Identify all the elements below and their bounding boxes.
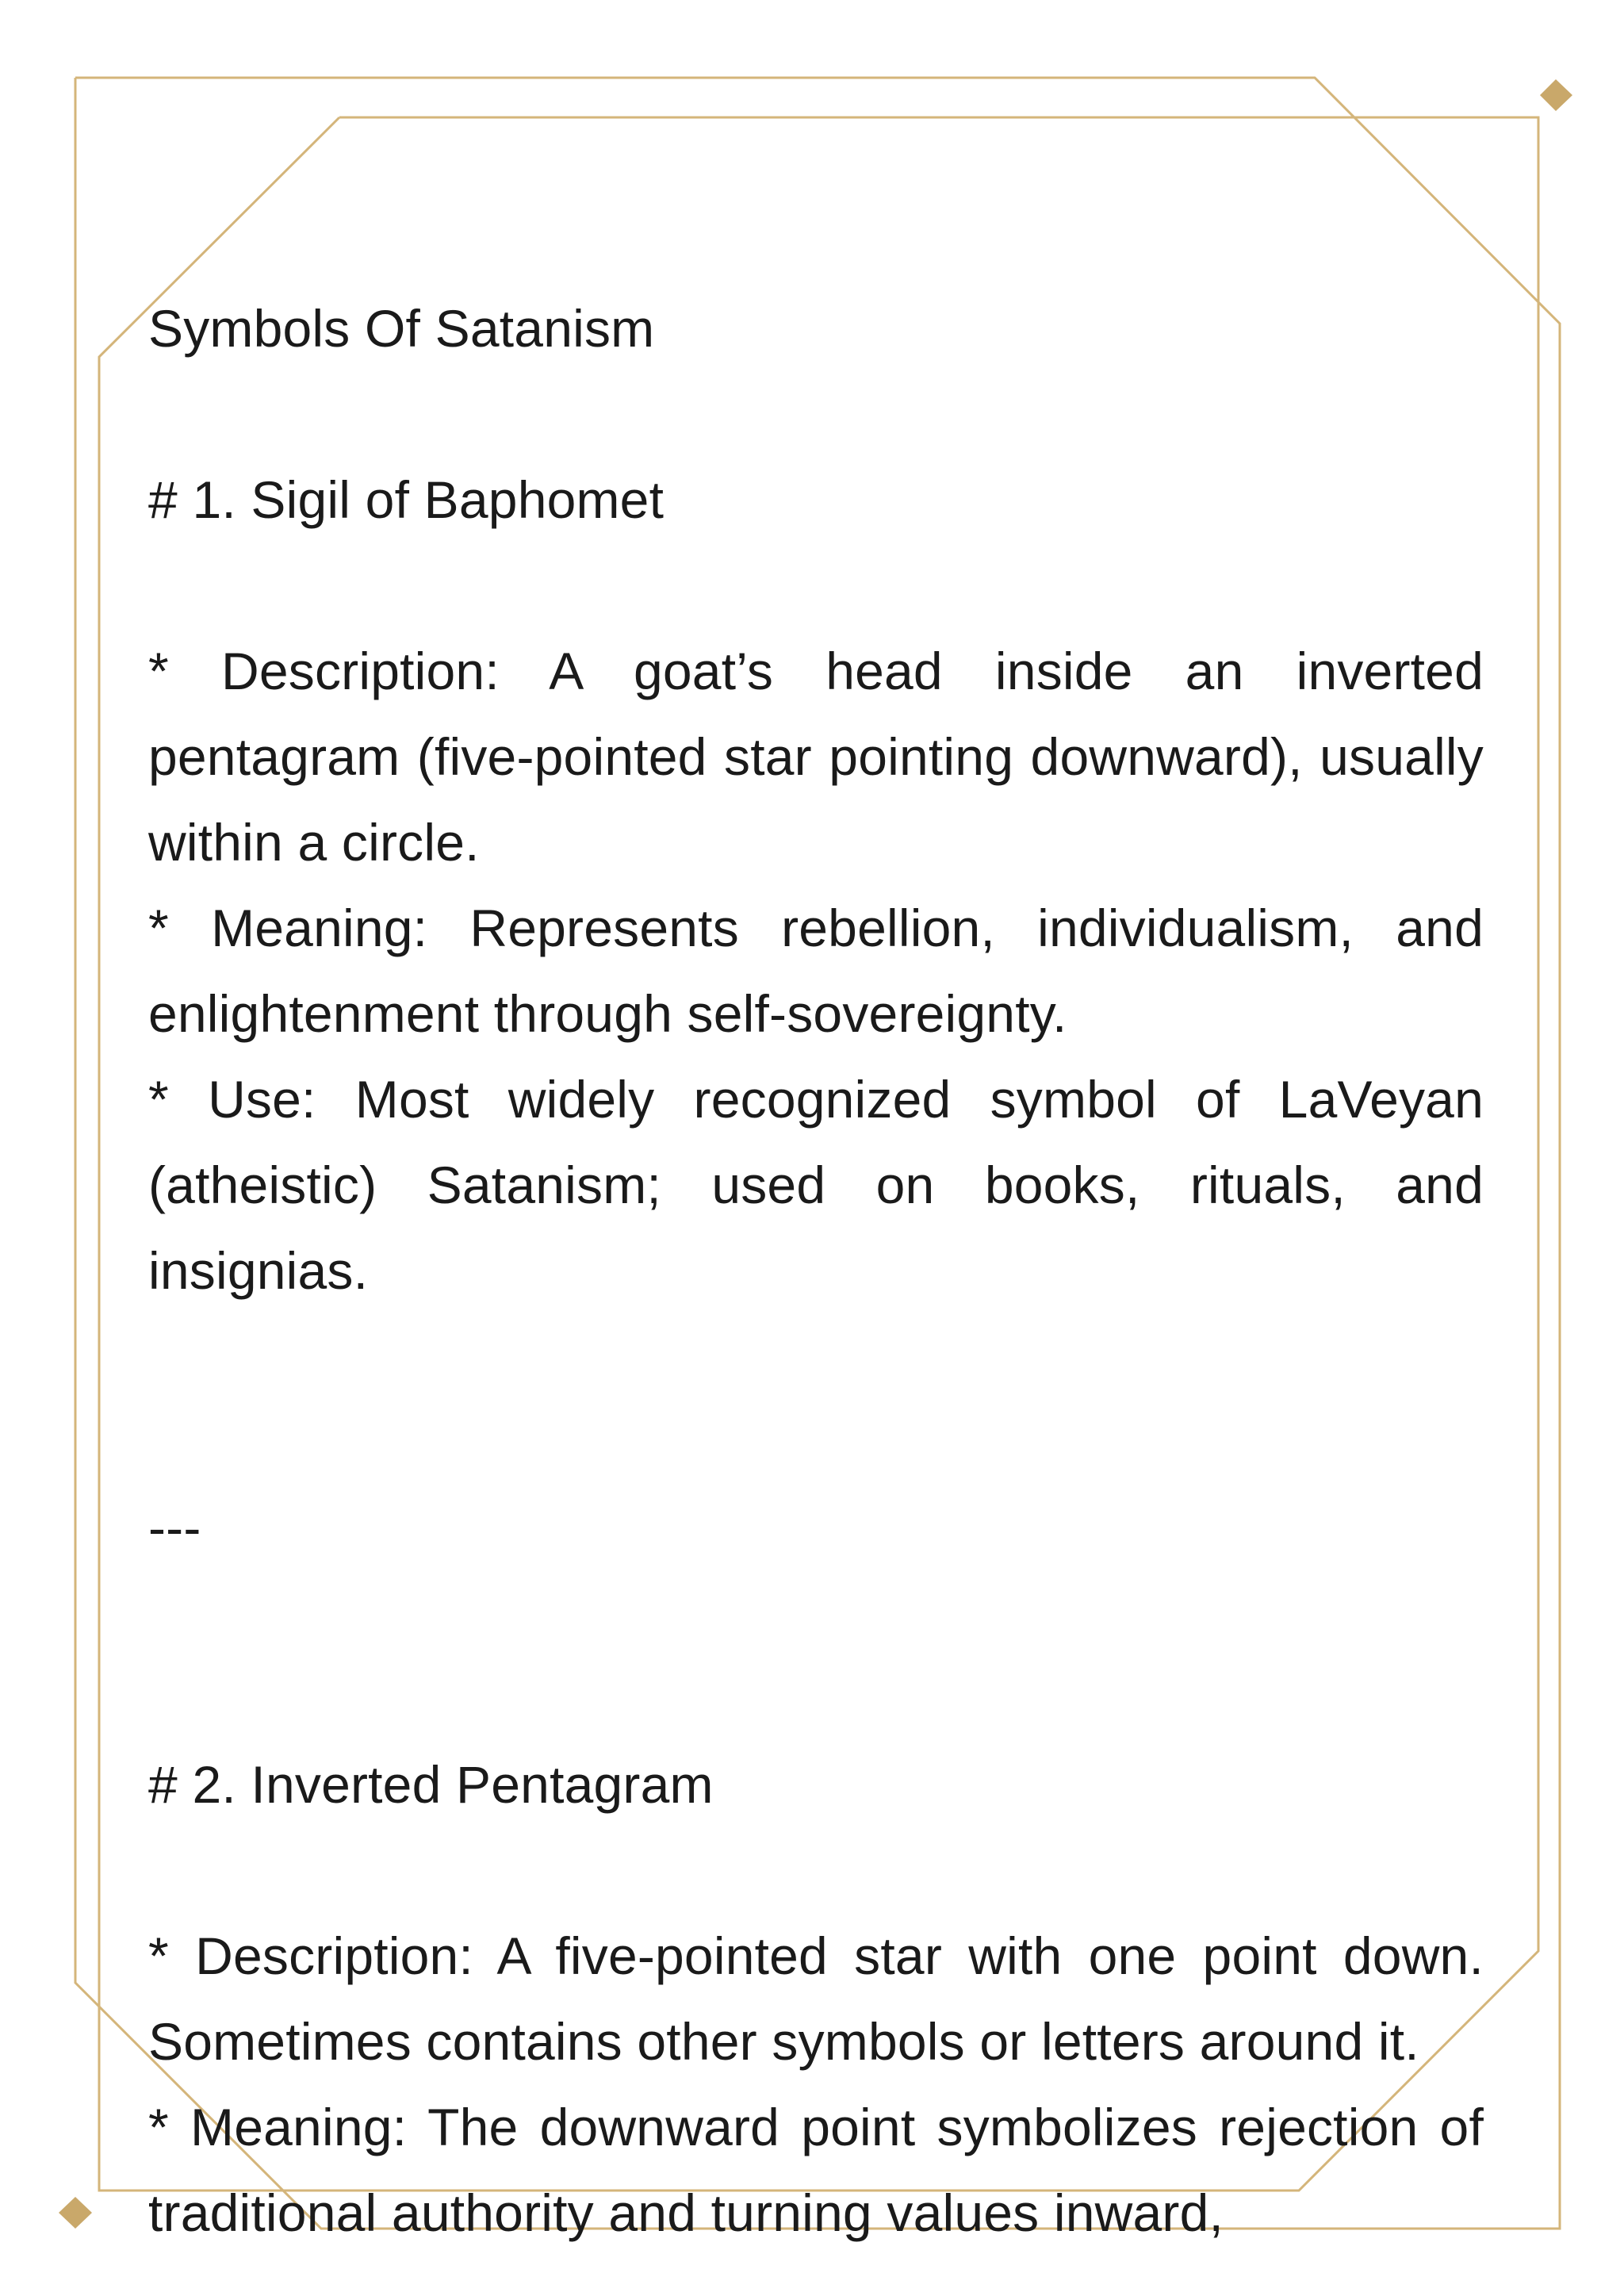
spacer <box>148 1313 1484 1399</box>
spacer <box>148 1570 1484 1656</box>
spacer <box>148 542 1484 628</box>
section-separator: --- <box>148 1498 201 1557</box>
spacer <box>148 371 1484 457</box>
section-heading: # 1. Sigil of Baphomet <box>148 470 665 529</box>
spacer <box>148 1399 1484 1485</box>
bullet-description: * Description: A goat’s head inside an inverted pentagram (five-pointed star pointing downward), usually within a circle. <box>148 642 1484 872</box>
spacer <box>148 1827 1484 1913</box>
bullet-description: * Description: A five-pointed star with one point down. Sometimes contains other symbols or letters around it. <box>148 1926 1484 2071</box>
bullet-meaning: * Meaning: Represents rebellion, individualism, and enlightenment through self-sovereignty. <box>148 899 1484 1043</box>
document-body <box>148 286 1484 2256</box>
top-right-diamond-ornament <box>1540 79 1572 111</box>
section-heading: # 2. Inverted Pentagram <box>148 1755 714 1814</box>
bullet-meaning: * Meaning: The downward point symbolizes rejection of traditional authority and turning values inward, <box>148 2098 1484 2242</box>
bottom-left-diamond-ornament <box>59 2197 92 2229</box>
document-title: Symbols Of Satanism <box>148 299 655 358</box>
bullet-use: * Use: Most widely recognized symbol of LaVeyan (atheistic) Satanism; used on books, rituals, and insignias. <box>148 1070 1484 1300</box>
spacer <box>148 1656 1484 1742</box>
